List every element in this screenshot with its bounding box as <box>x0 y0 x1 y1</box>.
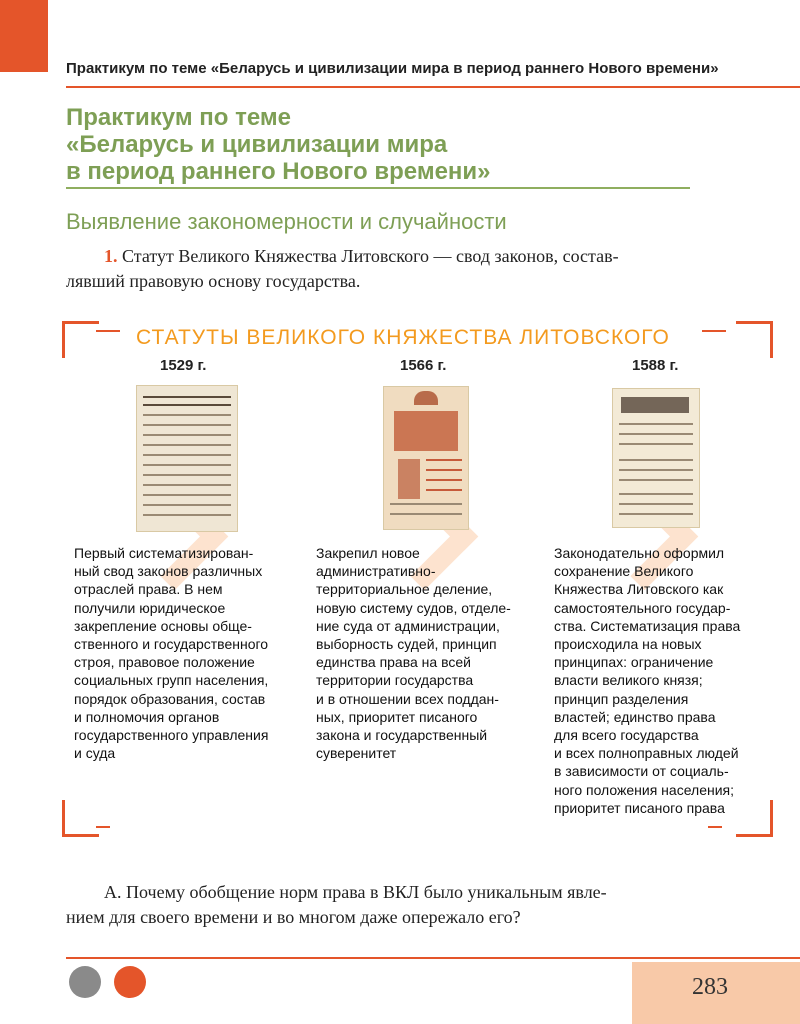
year-label-1566: 1566 г. <box>400 357 447 374</box>
description-line: закрепление основы обще- <box>74 617 252 634</box>
task-text-line: лявший правовую основу государства. <box>66 271 361 291</box>
description-line: Законодательно оформил <box>554 545 725 561</box>
frame-accent-line <box>708 826 722 828</box>
page-number: 283 <box>692 974 728 1000</box>
description-line: приоритет писаного права <box>554 799 725 816</box>
task-1-paragraph <box>66 244 696 294</box>
frame-accent-line <box>702 330 726 332</box>
frame-accent-line <box>96 826 110 828</box>
description-line: ный свод законов различных <box>74 563 263 580</box>
page-title <box>66 104 706 185</box>
description-line: и в отношении всех поддан- <box>316 690 499 707</box>
description-line: Первый систематизирован- <box>74 545 254 561</box>
orange-circle-icon <box>114 966 146 998</box>
statute-1588-description <box>554 544 740 817</box>
statute-1529-description <box>74 544 268 762</box>
description-line: территории государства <box>316 672 474 689</box>
statute-1566-image <box>383 386 469 530</box>
description-line: принцип разделения <box>554 690 689 707</box>
description-line: принципах: ограничение <box>554 654 714 671</box>
description-line: Закрепил новое <box>316 545 420 561</box>
page-number-box <box>632 962 800 1024</box>
description-line: государственного управления <box>74 727 269 744</box>
description-line: властей; единство права <box>554 708 716 725</box>
question-a <box>66 880 706 930</box>
description-line: ного положения населения; <box>554 781 734 798</box>
section-subtitle: Выявление закономерности и случайности <box>66 209 507 234</box>
task-text-line: Статут Великого Княжества Литовского — свод законов, состав- <box>122 246 619 266</box>
description-line: и суда <box>74 745 116 762</box>
title-rule <box>66 187 690 189</box>
running-header: Практикум по теме «Беларусь и цивилизации мира в период раннего Нового времени» <box>66 60 719 77</box>
frame-accent-line <box>96 330 120 332</box>
description-line: в зависимости от социаль- <box>554 763 729 780</box>
footer-rule <box>66 957 800 959</box>
statute-1529-image <box>136 385 238 532</box>
description-line: новую систему судов, отделе- <box>316 599 511 616</box>
description-line: самостоятельного государ- <box>554 599 731 616</box>
description-line: ных, приоритет писаного <box>316 708 478 725</box>
box-title: СТАТУТЫ ВЕЛИКОГО КНЯЖЕСТВА ЛИТОВСКОГО <box>136 326 670 349</box>
description-line: ние суда от администрации, <box>316 617 500 634</box>
description-line: получили юридическое <box>74 599 226 616</box>
question-line: А. Почему обобщение норм права в ВКЛ было уникальным явле- <box>104 882 607 902</box>
year-label-1588: 1588 г. <box>632 357 679 374</box>
description-line: ства. Систематизация права <box>554 617 741 634</box>
description-line: закона и государственный <box>316 727 488 744</box>
frame-corner-bottom-left <box>62 800 99 837</box>
description-line: происходила на новых <box>554 636 702 653</box>
description-line: и полномочия органов <box>74 708 220 725</box>
description-line: ственного и государственного <box>74 636 269 653</box>
description-line: выборность судей, принцип <box>316 636 497 653</box>
description-line: суверенитет <box>316 745 397 762</box>
description-line: Княжества Литовского как <box>554 581 724 598</box>
description-line: территориальное деление, <box>316 581 493 598</box>
statute-1588-image <box>612 388 700 528</box>
description-line: сохранение Великого <box>554 563 694 580</box>
title-line: «Беларусь и цивилизации мира <box>66 131 448 158</box>
description-line: единства права на всей <box>316 654 471 671</box>
corner-accent-block <box>0 0 48 72</box>
description-line: власти великого князя; <box>554 672 703 689</box>
grey-circle-icon <box>69 966 101 998</box>
description-line: административно- <box>316 563 436 580</box>
description-line: строя, правовое положение <box>74 654 255 671</box>
frame-corner-top-right <box>736 321 773 358</box>
description-line: и всех полноправных людей <box>554 745 739 762</box>
frame-corner-bottom-right <box>736 800 773 837</box>
question-line: нием для своего времени и во многом даже опережало его? <box>66 907 521 927</box>
frame-corner-top-left <box>62 321 99 358</box>
task-number: 1. <box>104 246 118 266</box>
description-line: для всего государства <box>554 727 699 744</box>
description-line: отраслей права. В нем <box>74 581 223 598</box>
title-line: в период раннего Нового времени» <box>66 158 491 185</box>
description-line: порядок образования, состав <box>74 690 266 707</box>
year-label-1529: 1529 г. <box>160 357 207 374</box>
title-line: Практикум по теме <box>66 104 291 131</box>
statute-1566-description <box>316 544 511 762</box>
header-rule <box>66 86 800 88</box>
description-line: социальных групп населения, <box>74 672 269 689</box>
